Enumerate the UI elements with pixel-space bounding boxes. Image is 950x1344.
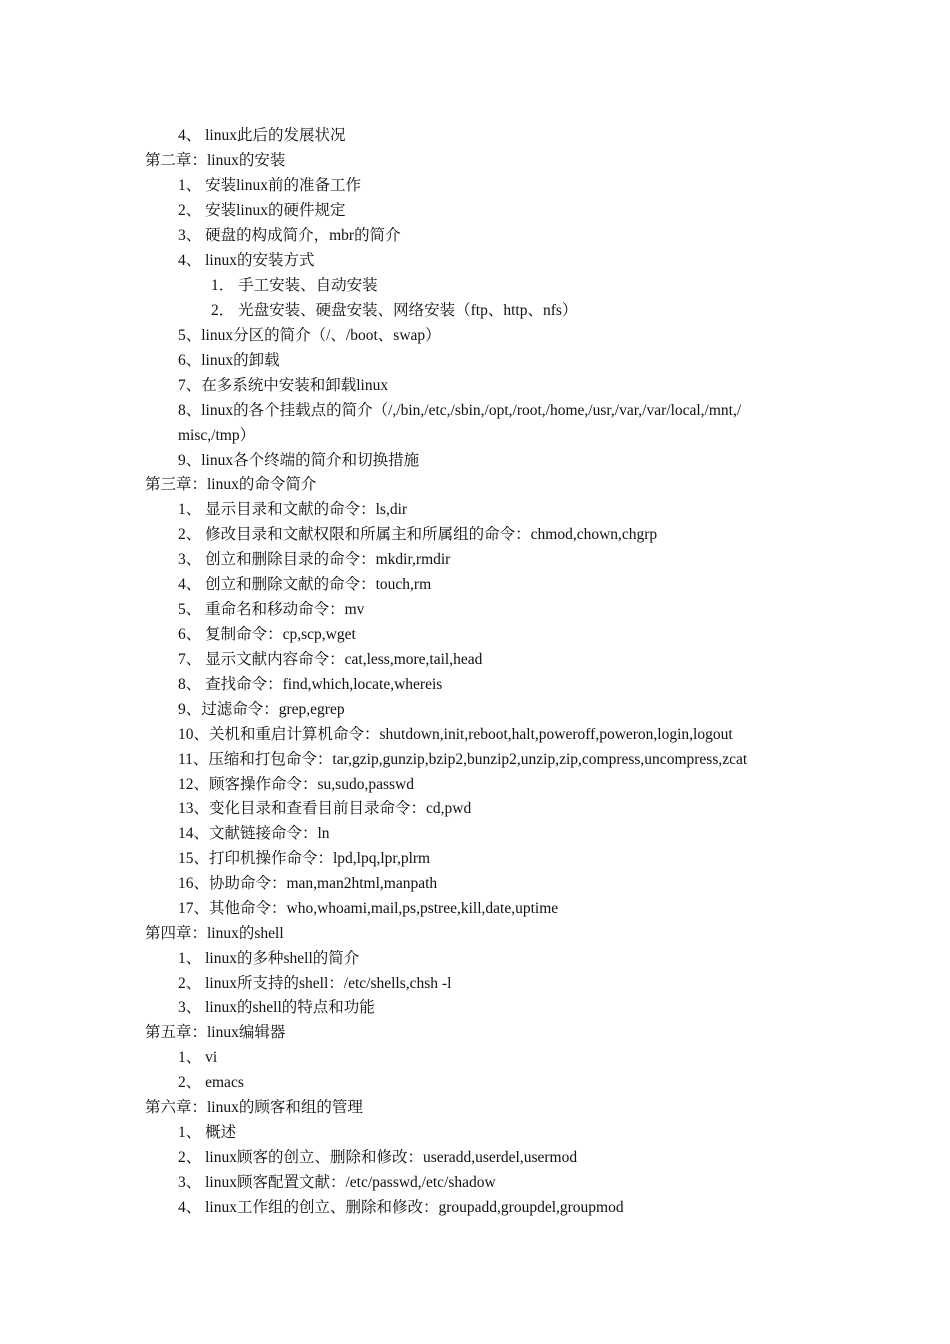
outline-item: 3、 linux顾客配置文献：/etc/passwd,/etc/shadow [178,1174,496,1191]
outline-item: 9、过滤命令：grep,egrep [178,701,345,718]
outline-item: 5、 重命名和移动命令：mv [178,601,365,618]
outline-item: 7、 显示文献内容命令：cat,less,more,tail,head [178,651,483,668]
outline-item: 13、变化目录和查看目前目录命令：cd,pwd [178,800,472,817]
chapter-heading: 第二章：linux的安装 [145,152,286,169]
outline-subitem: 2． 光盘安装、硬盘安装、网络安装（ftp、http、nfs） [211,302,578,319]
outline-item: 3、 linux的shell的特点和功能 [178,999,375,1016]
chapter-heading: 第三章：linux的命令简介 [145,476,317,493]
outline-item: 4、 linux此后的发展状况 [178,127,346,144]
outline-item: 9、linux各个终端的简介和切换措施 [178,452,420,469]
outline-item: 12、顾客操作命令：su,sudo,passwd [178,776,414,793]
outline-item: 1、 linux的多种shell的简介 [178,950,360,967]
outline-item: 8、linux的各个挂载点的简介（/,/bin,/etc,/sbin,/opt,/root,/home,/usr,/var,/var/local,/mnt,/ [178,402,742,419]
outline-item: 5、linux分区的简介（/、/boot、swap） [178,327,441,344]
chapter-heading: 第四章：linux的shell [145,925,284,942]
outline-item: 16、协助命令：man,man2html,manpath [178,875,438,892]
outline-item: 14、文献链接命令：ln [178,825,330,842]
outline-item: 6、linux的卸载 [178,352,280,369]
outline-item: 4、 linux工作组的创立、删除和修改：groupadd,groupdel,groupmod [178,1199,624,1216]
outline-item: 2、 修改目录和文献权限和所属主和所属组的命令：chmod,chown,chgrp [178,526,658,543]
outline-item: 1、 显示目录和文献的命令：ls,dir [178,501,408,518]
outline-item: 2、 linux顾客的创立、删除和修改：useradd,userdel,usermod [178,1149,578,1166]
outline-item: 8、 查找命令：find,which,locate,whereis [178,676,443,693]
outline-item: 4、 创立和删除文献的命令：touch,rm [178,576,432,593]
outline-item: 3、 硬盘的构成简介，mbr的简介 [178,227,401,244]
outline-item: 1、 安装linux前的准备工作 [178,177,361,194]
outline-item: 2、 linux所支持的shell：/etc/shells,chsh -l [178,975,452,992]
chapter-heading: 第五章：linux编辑器 [145,1024,286,1041]
outline-item: 7、在多系统中安装和卸载linux [178,377,389,394]
outline-item-continuation: misc,/tmp） [178,427,256,444]
outline-item: 15、打印机操作命令：lpd,lpq,lpr,plrm [178,850,431,867]
outline-item: 1、 vi [178,1049,218,1066]
outline-item: 1、 概述 [178,1124,237,1141]
outline-item: 6、 复制命令：cp,scp,wget [178,626,356,643]
outline-item: 2、 emacs [178,1074,244,1091]
outline-item: 4、 linux的安装方式 [178,252,315,269]
outline-item: 2、 安装linux的硬件规定 [178,202,346,219]
outline-item: 11、压缩和打包命令：tar,gzip,gunzip,bzip2,bunzip2,unzip,zip,compress,uncompress,zcat [178,751,748,768]
chapter-heading: 第六章：linux的顾客和组的管理 [145,1099,363,1116]
outline-item: 17、其他命令：who,whoami,mail,ps,pstree,kill,date,uptime [178,900,559,917]
outline-subitem: 1． 手工安装、自动安装 [211,277,378,294]
outline-item: 10、关机和重启计算机命令：shutdown,init,reboot,halt,poweroff,poweron,login,logout [178,726,733,743]
outline-item: 3、 创立和删除目录的命令：mkdir,rmdir [178,551,451,568]
